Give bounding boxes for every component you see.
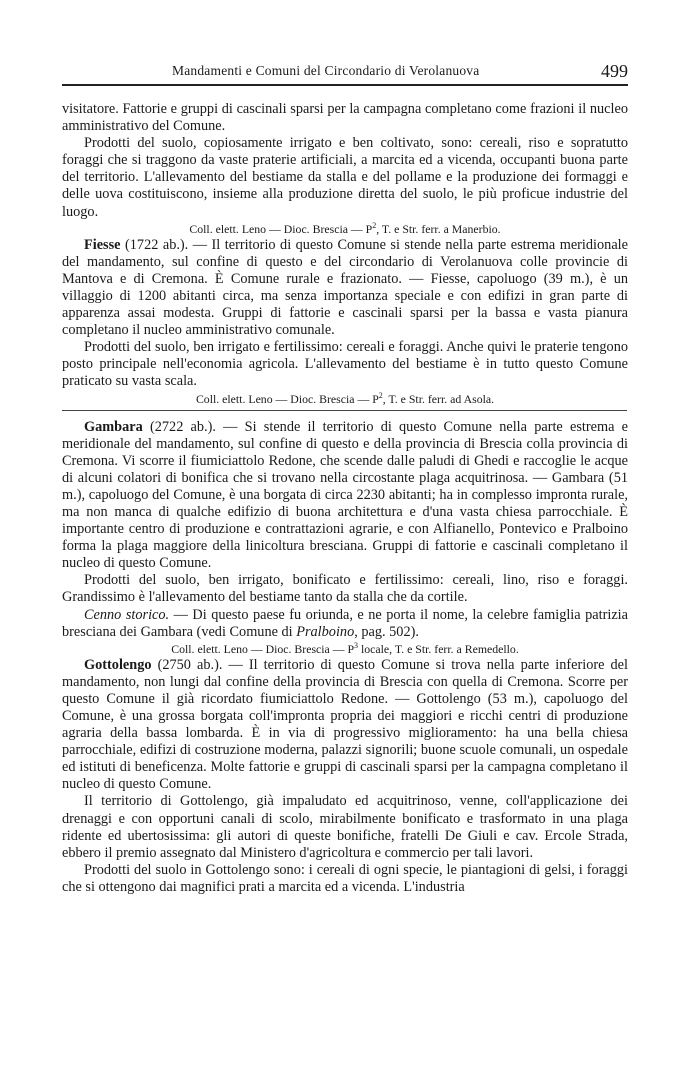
paragraph: Prodotti del suolo in Gottolengo sono: i cereali di ogni specie, le piantagioni di gelsi, i foraggi che si ottengono dai magnifici prati a marcita ed a vicenda. L'industria [62, 861, 628, 895]
historical-note-label: Cenno storico. [84, 606, 170, 623]
entry-heading: Gambara [84, 418, 143, 435]
paragraph: Prodotti del suolo, ben irrigato e fertilissimo: cereali e foraggi. Anche quivi le praterie tengono posto principale nell'economia agricola. L'allevamento del bestiame è in tutto questo Comune praticato su vasta scala. [62, 339, 628, 390]
entry-fiesse [62, 237, 628, 407]
entry-heading: Fiesse [84, 236, 121, 253]
page-header [62, 62, 628, 86]
electoral-info: Coll. elett. Leno — Dioc. Brescia — $P^3$ locale, T. e Str. ferr. a Remedello. [171, 640, 519, 656]
paragraph: Fiesse (1722 ab.). — Il territorio di questo Comune si stende nella parte estrema meridionale del mandamento, sul confine di questo e del circondario di Verolanuova colle provincie di Mantova e di Cremona. È Comune rurale e frazionato. — Fiesse, capoluogo (39 m.), è un villaggio di 1200 abitanti circa, ma senza importanza speciale e con edifizi in gran parte di apparenza assai modesta. Gruppi di fattorie e cascinali sparsi per la bassa e vasta pianura completano il nucleo amministrativo comunale. [62, 236, 628, 339]
page-number: 499 [601, 61, 628, 81]
paragraph: Gambara (2722 ab.). — Si stende il territorio di questo Comune nella parte estrema e meridionale del mandamento, sul confine di questo e della provincia di Brescia colla provincia di Cremona. Vi scorre il fiumiciattolo Redone, che scende dalle paludi di Ghedi e raccoglie le acque di alcuni colatori di bonifica che si trovano nella circostante plaga acquitrinosa. — Gambara (51 m.), capoluogo del Comune, è una borgata di circa 2230 abitanti; ha in complesso impronta rurale, ma non manca di qualche edifizio di buona architettura e d'una vasta chiesa parrocchiale. È importante centro di produzione e contrattazioni agrarie, e con Alfianello, Pontevico e Pralboino forma la plaga maggiore della linicoltura bresciana. Gruppi di fattorie e cascinali completano il nucleo di questo Comune. [62, 418, 628, 572]
paragraph: Gottolengo (2750 ab.). — Il territorio di questo Comune si trova nella parte inferiore del mandamento, non lungi dal confine della provincia di Brescia con quella di Cremona. Scorre per questo Comune il già ricordato fiumiciattolo Redone. — Gottolengo (53 m.), capoluogo del Comune, è una grossa borgata coll'impronta propria dei maggiori e ricchi centri di produzione agraria della bassa lombarda. È in via di progressivo miglioramento: ha una bella chiesa parrocchiale, edifizi di costruzione moderna, palazzi signorili; buone scuole comunali, un ospedale ed istituti di beneficenza. Molte fattorie e gruppi di cascinali sparsi per la campagna completano il nucleo di questo Comune. [62, 656, 628, 793]
electoral-info: Coll. elett. Leno — Dioc. Brescia — $P^2$, T. e Str. ferr. ad Asola. [195, 390, 495, 406]
entry-gottolengo [62, 657, 628, 896]
entry-heading: Gottolengo [84, 656, 152, 673]
entry-gambara [62, 419, 628, 657]
page-body [62, 101, 628, 896]
cross-reference: Pralboino [296, 623, 355, 640]
paragraph: Cenno storico. — Di questo paese fu oriunda, e ne porta il nome, la celebre famiglia patrizia bresciana dei Gambara (vedi Comune di Pralboino, pag. 502). [62, 606, 628, 640]
paragraph: Prodotti del suolo, ben irrigato, bonificato e fertilissimo: cereali, lino, riso e foraggi. Grandissimo è l'allevamento del bestiame tanto da stalla che da cortile. [62, 572, 628, 606]
section-divider [62, 410, 627, 411]
paragraph: Il territorio di Gottolengo, già impaludato ed acquitrinoso, venne, coll'applicazione dei drenaggi e con opportuni canali di scolo, mirabilmente bonificato e trasformato in una plaga ridente ed ubertosissima: gli autori di queste bonifiche, fratelli De Giuli e cav. Ercole Strada, ebbero il premio assegnato dal Ministero d'agricoltura e commercio per tali lavori. [62, 793, 628, 861]
paragraph: visitatore. Fattorie e gruppi di cascinali sparsi per la campagna completano come frazioni il nucleo amministrativo del Comune. [62, 101, 628, 135]
running-title: Mandamenti e Comuni del Circondario di Verolanuova [172, 63, 480, 78]
entry-continued [62, 101, 628, 237]
paragraph: Prodotti del suolo, copiosamente irrigato e ben coltivato, sono: cereali, riso e sopratutto foraggi che si traggono da vaste praterie artificiali, a marcita ed a vicenda, occupanti buona parte del territorio. L'allevamento del bestiame da stalla e del pollame e la produzione dei formaggi e delle uova costituiscono, insieme alla produzione diretta del suolo, le più proficue industrie del luogo. [62, 135, 628, 220]
electoral-info: Coll. elett. Leno — Dioc. Brescia — $P^2$, T. e Str. ferr. a Manerbio. [189, 220, 501, 236]
